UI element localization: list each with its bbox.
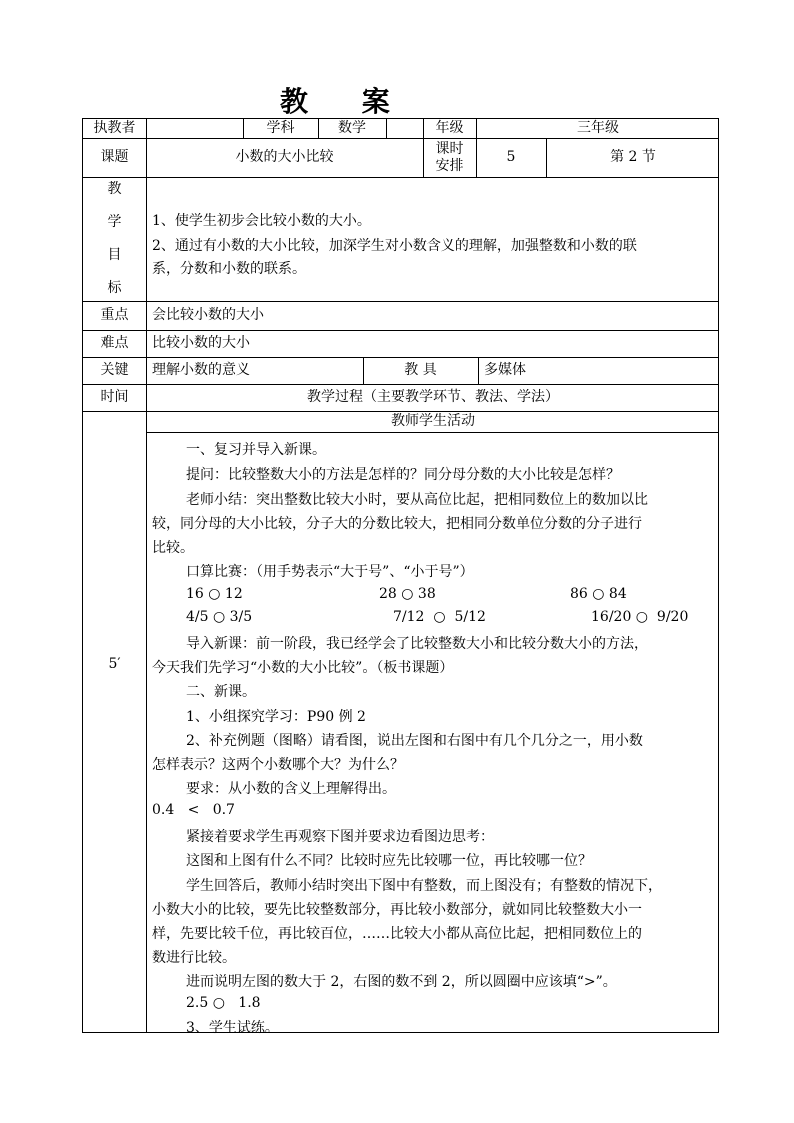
objective-line: 1、使学生初步会比较小数的大小。	[152, 213, 371, 229]
hours-label-line: 课时	[435, 140, 464, 157]
question-text: 这图和上图有什么不同？比较时应先比较哪一位，再比较哪一位？	[186, 853, 592, 869]
process-label: 教学过程（主要教学环节、教法、学法）	[307, 389, 559, 405]
row-divider	[83, 177, 718, 178]
topic-value: 小数的大小比较	[235, 149, 334, 165]
hours-label	[423, 138, 476, 177]
exercise-item: 16/20 ○ 9/20	[591, 609, 689, 625]
blank-cell	[386, 119, 423, 138]
step-line: 2、补充例题（图略）请看图，说出左图和右图中有几个几分之一，用小数	[186, 733, 643, 749]
section-heading: 二、新课。	[186, 684, 256, 700]
tools-value: 多媒体	[484, 362, 526, 378]
time-value: 5′	[108, 655, 121, 672]
grade-value: 三年级	[577, 120, 619, 136]
exercise-item: 86 ○ 84	[570, 586, 627, 602]
teacher-value	[146, 119, 243, 138]
hours-value: 5	[506, 149, 516, 165]
section-heading: 一、复习并导入新课。	[186, 442, 326, 458]
step-line: 怎样表示？这两个小数哪个大？为什么？	[152, 757, 404, 773]
objectives-label-char: 教	[107, 181, 122, 197]
page-title: 教 案	[280, 85, 412, 118]
answer-line: 样，先要比较千位，再比较百位，……比较大小都从高位比起，把相同数位上的	[152, 926, 642, 942]
answer-line: 小数大小的比较，要先比较整数部分，再比较小数部分，就如同比较整数大小一	[152, 902, 642, 918]
time-label: 时间	[100, 389, 129, 405]
summary-line: 较，同分母的大小比较，分子大的分数比较大，把相同分数单位分数的分子进行	[152, 516, 642, 532]
grade-label: 年级	[435, 120, 464, 136]
summary-line: 比较。	[152, 540, 194, 556]
section-value: 第 2 节	[610, 149, 656, 165]
objectives-label-char: 标	[107, 280, 122, 296]
exercise-item: 28 ○ 38	[379, 586, 436, 602]
objective-line: 系，分数和小数的联系。	[152, 260, 306, 277]
intro-line: 导入新课：前一阶段，我已经学会了比较整数大小和比较分数大小的方法，	[186, 636, 648, 652]
exercise-item: 4/5 ○ 3/5	[186, 609, 253, 625]
step-line: 3、学生试练。	[186, 1020, 279, 1036]
lesson-plan-table	[82, 118, 719, 1036]
subject-value: 数学	[338, 120, 366, 136]
exercise-item: 16 ○ 12	[186, 586, 243, 602]
explanation-line: 进而说明左图的数大于 2，右图的数不到 2，所以圆圈中应该填“>”。	[186, 974, 617, 990]
focus-label: 重点	[100, 307, 129, 323]
objective-line: 2、通过有小数的大小比较，加深学生对小数含义的理解，加强整数和小数的联	[152, 237, 637, 254]
question-text: 提问：比较整数大小的方法是怎样的？同分母分数的大小比较是怎样？	[186, 467, 620, 483]
answer-line: 数进行比较。	[152, 950, 236, 966]
answer-line: 学生回答后，教师小结时突出下图中有整数，而上图没有；有整数的情况下，	[186, 878, 662, 894]
exercise-item: 7/12 ○ 5/12	[393, 609, 486, 625]
objectives-label-char: 学	[107, 214, 122, 230]
requirement-line: 要求：从小数的含义上理解得出。	[186, 781, 396, 797]
activity-label: 教师学生活动	[391, 413, 475, 429]
objectives-text	[152, 209, 718, 280]
step-line: 1、小组探究学习：P90 例 2	[186, 709, 366, 725]
subject-label: 学科	[266, 120, 295, 136]
difficulty-label: 难点	[100, 335, 129, 351]
observation-line: 紧接着要求学生再观察下图并要求边看图边思考：	[186, 829, 494, 845]
hours-label-line: 安排	[435, 157, 464, 174]
row-divider	[146, 432, 718, 433]
focus-value: 会比较小数的大小	[152, 307, 264, 323]
key-label: 关键	[100, 362, 129, 378]
tools-label: 教 具	[404, 362, 437, 378]
intro-line: 今天我们先学习“小数的大小比较”。（板书课题）	[152, 660, 454, 676]
oral-exercise-intro: 口算比赛：（用手势表示“大于号”、“小于号”）	[186, 564, 474, 580]
topic-label: 课题	[100, 149, 129, 165]
objectives-label-char: 目	[107, 247, 122, 263]
comparison-line: 2.5 ○ 1.8	[186, 995, 261, 1011]
comparison-line: 0.4 < 0.7	[152, 802, 235, 818]
teacher-label: 执教者	[93, 120, 136, 136]
difficulty-value: 比较小数的大小	[152, 335, 250, 351]
col-divider	[146, 119, 147, 1032]
key-value: 理解小数的意义	[152, 362, 250, 378]
summary-line: 老师小结：突出整数比较大小时，要从高位比起，把相同数位上的数加以比	[186, 492, 648, 508]
objectives-label	[83, 177, 146, 301]
